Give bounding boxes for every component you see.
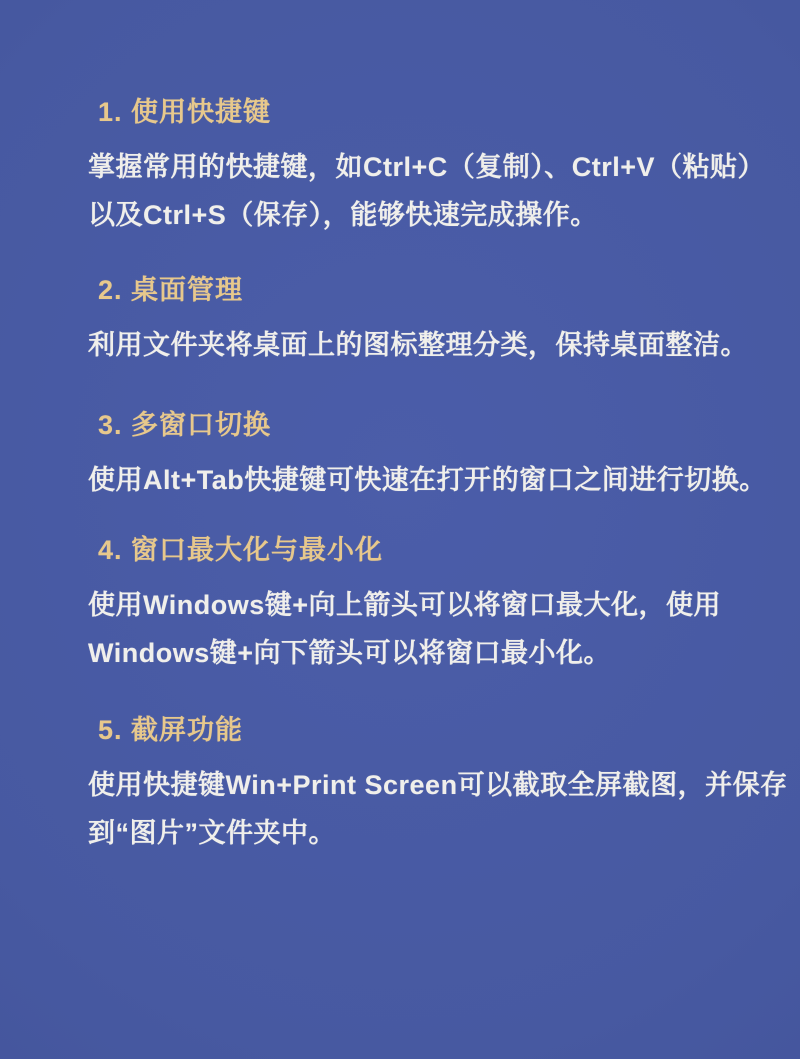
- tip-line: 以及Ctrl+S（保存），能够快速完成操作。: [88, 200, 598, 230]
- tip-section-window-switching: [88, 408, 767, 504]
- tip-line: 到“图片”文件夹中。: [88, 818, 336, 848]
- tip-line: 使用Alt+Tab快捷键可快速在打开的窗口之间进行切换。: [88, 465, 767, 495]
- tip-line: 使用Windows键+向上箭头可以将窗口最大化，使用: [88, 590, 722, 620]
- tip-heading: 4. 窗口最大化与最小化: [98, 535, 384, 565]
- tip-section-shortcuts: [88, 95, 766, 239]
- tip-line: 掌握常用的快捷键，如Ctrl+C（复制）、Ctrl+V（粘贴）: [88, 152, 766, 182]
- tip-section-maximize-minimize: [88, 533, 738, 677]
- tip-section-desktop-management: [88, 273, 748, 369]
- tip-line: 利用文件夹将桌面上的图标整理分类，保持桌面整洁。: [88, 330, 748, 360]
- tip-heading: 2. 桌面管理: [98, 275, 244, 305]
- tip-line: 使用快捷键Win+Print Screen可以截取全屏截图，并保存: [88, 770, 788, 800]
- tip-heading: 5. 截屏功能: [98, 715, 244, 745]
- tip-heading: 3. 多窗口切换: [98, 410, 272, 440]
- tip-section-screenshot: [88, 713, 788, 857]
- tip-line: Windows键+向下箭头可以将窗口最小化。: [88, 638, 612, 668]
- tip-heading: 1. 使用快捷键: [98, 97, 272, 127]
